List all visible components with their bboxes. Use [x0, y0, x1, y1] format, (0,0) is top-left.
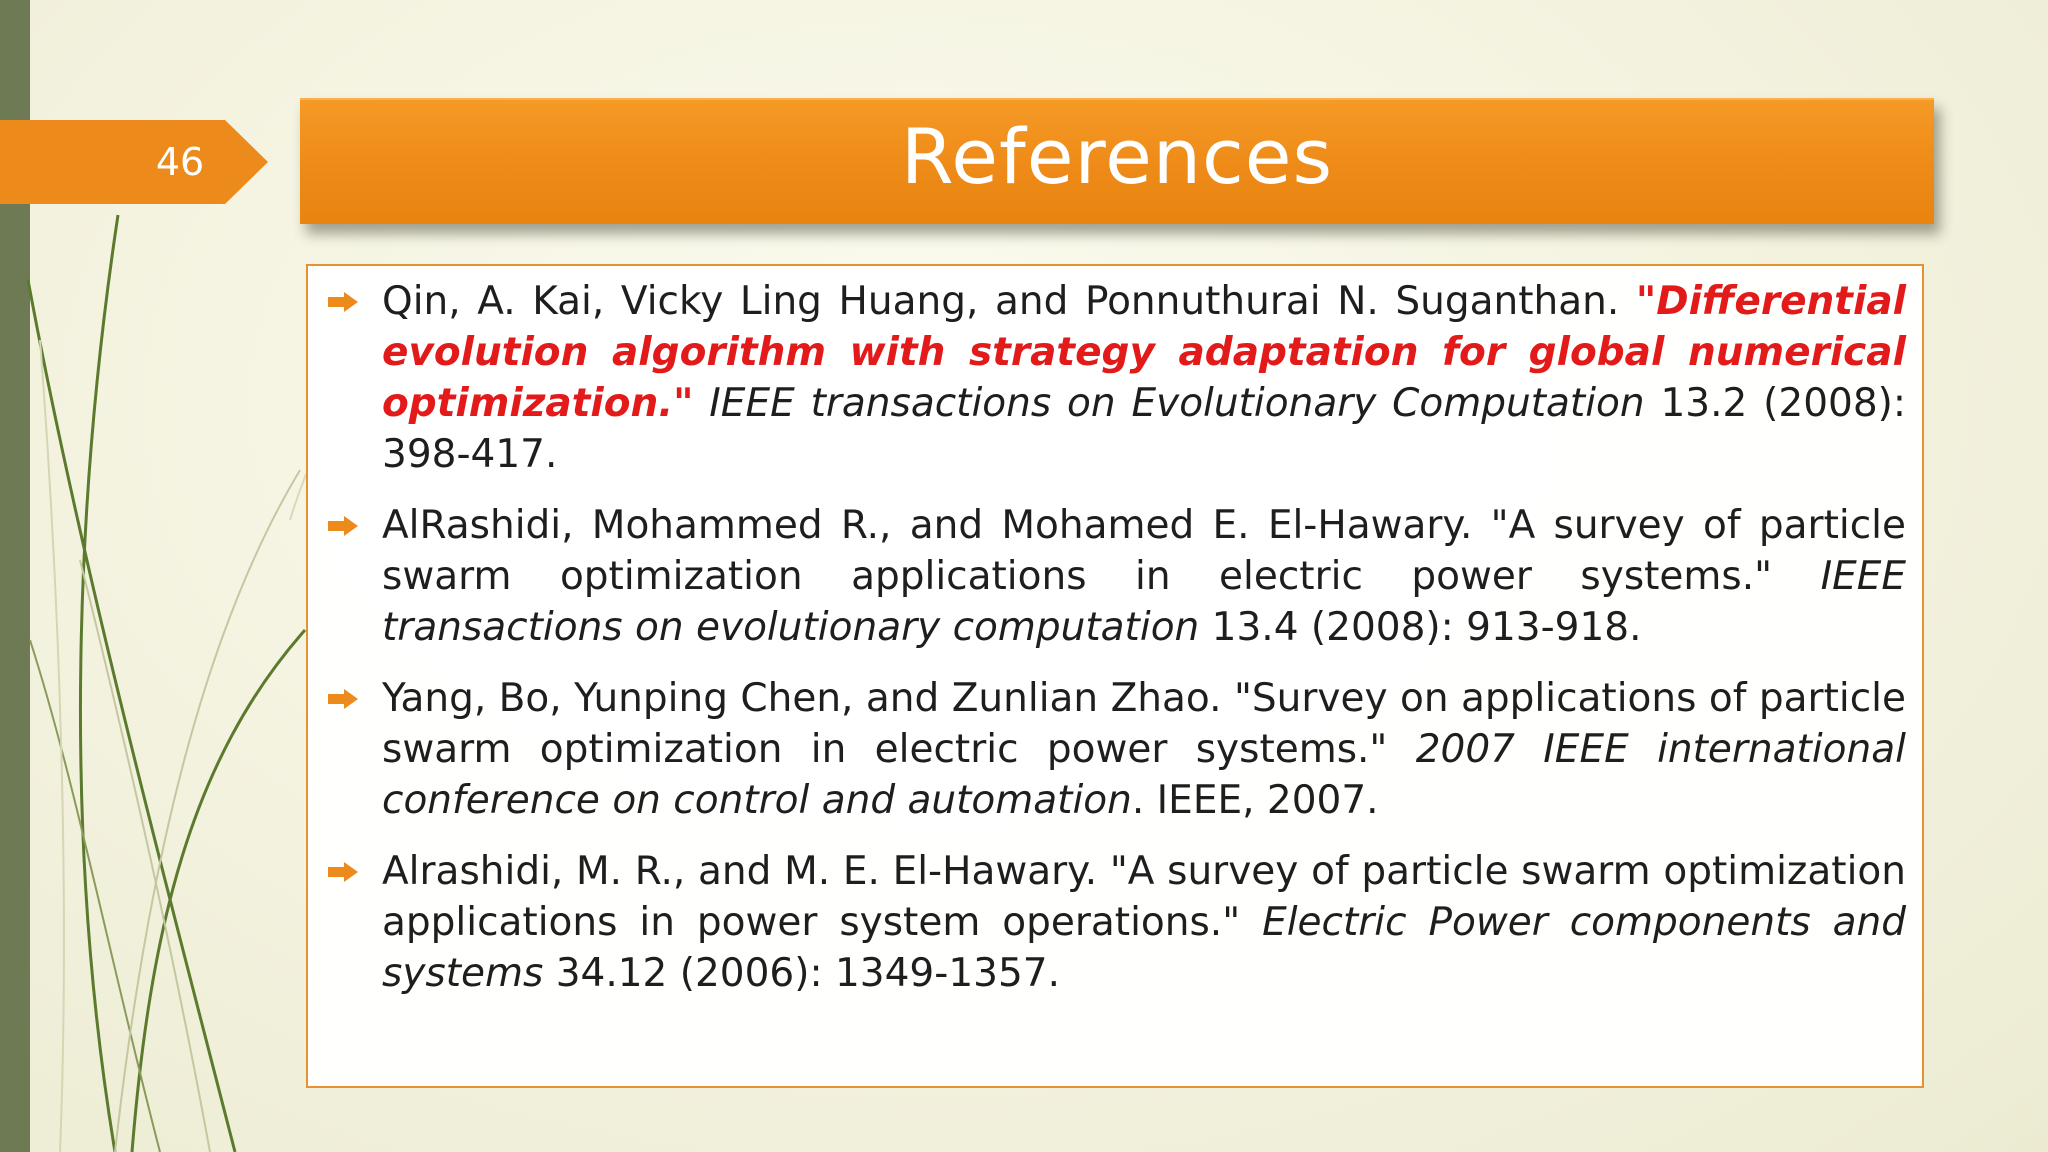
right-arrow-icon	[328, 292, 358, 312]
page-number: 46	[155, 140, 205, 184]
reference-title: "A survey of particle swarm optimization applications in power system operations."	[382, 849, 1906, 945]
reference-item	[382, 846, 1906, 999]
reference-title: "Survey on applications of particle swarm optimization in electric power systems."	[382, 676, 1906, 772]
reference-item	[382, 500, 1906, 653]
reference-venue: IEEE transactions on Evolutionary Computation	[693, 381, 1645, 426]
reference-details: 34.12 (2006): 1349-1357.	[543, 951, 1060, 996]
reference-item	[382, 276, 1906, 480]
reference-item	[382, 673, 1906, 826]
reference-details: 13.4 (2008): 913-918.	[1199, 605, 1642, 650]
reference-venue: Electric Power components and systems	[382, 900, 1906, 996]
reference-title: "Differential evolution algorithm with strategy adaptation for global numerical optimization."	[382, 279, 1906, 426]
slide-title: References	[900, 111, 1334, 201]
reference-authors: Yang, Bo, Yunping Chen, and Zunlian Zhao.	[382, 676, 1234, 721]
reference-list	[308, 266, 1922, 999]
reference-authors: Alrashidi, M. R., and M. E. El-Hawary.	[382, 849, 1110, 894]
page-number-tag	[0, 120, 268, 204]
reference-details: . IEEE, 2007.	[1131, 778, 1379, 823]
right-arrow-icon	[328, 516, 358, 536]
title-banner	[300, 98, 1934, 224]
reference-venue: IEEE transactions on evolutionary computation	[382, 554, 1906, 650]
reference-details: 13.2 (2008): 398-417.	[382, 381, 1906, 477]
reference-title: "A survey of particle swarm optimization applications in electric power systems."	[382, 503, 1906, 599]
reference-authors: AlRashidi, Mohammed R., and Mohamed E. El-Hawary.	[382, 503, 1491, 548]
reference-venue: 2007 IEEE international conference on control and automation	[382, 727, 1906, 823]
right-arrow-icon	[328, 689, 358, 709]
right-arrow-icon	[328, 862, 358, 882]
reference-authors: Qin, A. Kai, Vicky Ling Huang, and Ponnuthurai N. Suganthan.	[382, 279, 1636, 324]
references-box	[306, 264, 1924, 1088]
